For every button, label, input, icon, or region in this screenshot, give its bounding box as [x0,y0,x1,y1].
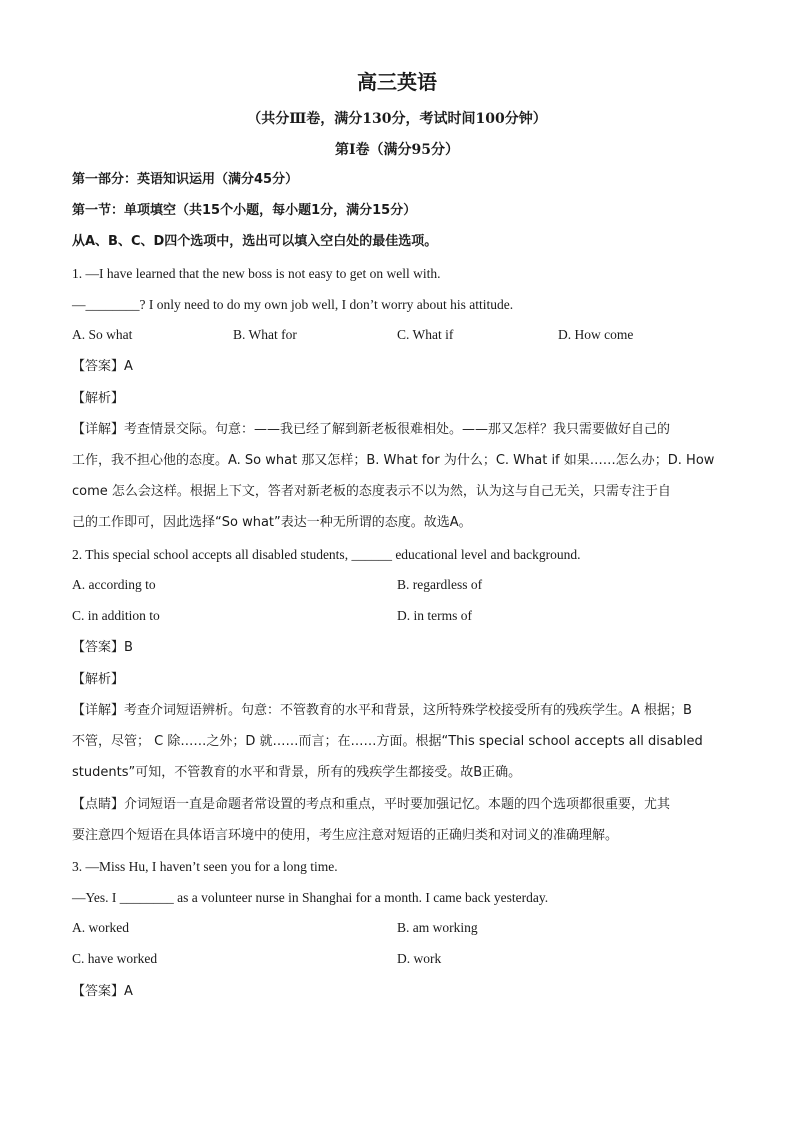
analysis-label: 【解析】 [72,391,125,406]
volume-heading: 第Ⅰ卷（满分95分） [334,142,460,158]
answer-label: 【答案】A [72,984,133,999]
key-point-line: 要注意四个短语在具体语言环境中的使用，考生应注意对短语的正确归类和对词义的准确理解。 [72,828,619,843]
question-stem: 2. This special school accepts all disabled students, ______ educational level and background. [72,547,581,562]
option-b: B. What for [233,327,297,342]
key-point-line: 【点睛】介词短语一直是命题者常设置的考点和重点，平时要加强记忆。本题的四个选项都很重要，尤其 [72,797,671,812]
answer-label: 【答案】B [72,640,133,655]
question-stem: —Yes. I ________ as a volunteer nurse in Shanghai for a month. I came back yesterday. [72,890,549,905]
option-b: B. am working [397,920,478,935]
option-a: A. according to [72,577,156,592]
option-a: A. So what [72,327,133,342]
option-a: A. worked [72,920,129,935]
section-heading: 第一节：单项填空（共15个小题，每小题1分，满分15分） [72,203,417,218]
explanation-line: come 怎么会这样。根据上下文，答者对新老板的态度表示不以为然，认为这与自己无关，只需专注于自 [72,484,671,499]
option-d: D. in terms of [397,608,472,623]
option-c: C. in addition to [72,608,160,623]
question-stem: 3. —Miss Hu, I haven’t seen you for a long time. [72,859,338,874]
explanation-line: 工作，我不担心他的态度。A. So what 那又怎样；B. What for 为什么；C. What if 如果……怎么办；D. How [72,453,715,468]
answer-label: 【答案】A [72,359,133,374]
option-c: C. What if [397,327,454,342]
page-title: 高三英语 [357,70,437,94]
option-d: D. How come [558,327,634,342]
explanation-line: 【详解】考查情景交际。句意：——我已经了解到新老板很难相处。——那又怎样？我只需要做好自己的 [72,422,671,437]
explanation-line: 不管，尽管； C 除……之外；D 就……而言；在……方面。根据“This special school accepts all disabled [72,734,703,749]
analysis-label: 【解析】 [72,672,125,687]
part-heading: 第一部分：英语知识运用（满分45分） [72,172,299,187]
instruction-text: 从A、B、C、D四个选项中，选出可以填入空白处的最佳选项。 [72,234,438,249]
option-d: D. work [397,951,442,966]
question-stem: —________? I only need to do my own job well, I don’t worry about his attitude. [72,297,514,312]
question-stem: 1. —I have learned that the new boss is not easy to get on well with. [72,266,441,281]
exam-info: （共分Ⅲ卷，满分130分，考试时间100分钟） [247,111,547,127]
option-c: C. have worked [72,951,158,966]
explanation-line: students”可知，不管教育的水平和背景，所有的残疾学生都接受。故B正确。 [72,765,522,780]
option-b: B. regardless of [397,577,483,592]
explanation-line: 【详解】考查介词短语辨析。句意：不管教育的水平和背景，这所特殊学校接受所有的残疾学生。A 根据；B [72,703,692,718]
explanation-line: 己的工作即可，因此选择“So what”表达一种无所谓的态度。故选A。 [72,515,472,530]
